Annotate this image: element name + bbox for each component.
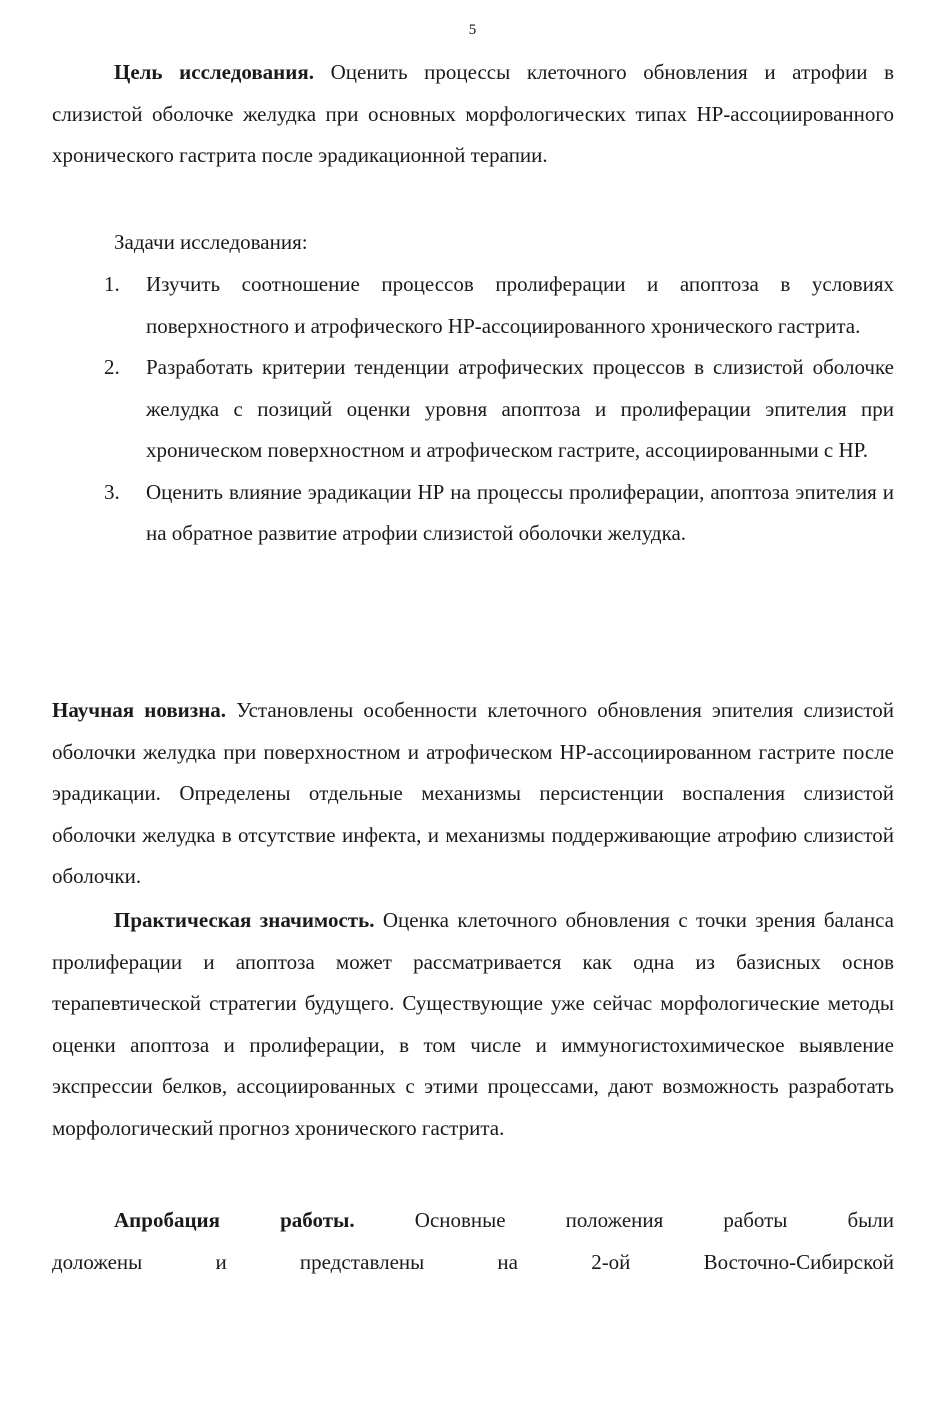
novelty-text: Установлены особенности клеточного обновления эпителия слизистой оболочки желудка при поверхностном и атрофическом НР-ассоциированном гастрите после эрадикации. Определены отдельные механизмы персистенции воспаления слизистой оболочки желудка в отсутствие инфекта, и механизмы поддерживающие атрофию слизистой оболочки.: [52, 698, 894, 888]
task-number: 1.: [104, 272, 120, 296]
practical-text: Оценка клеточного обновления с точки зрения баланса пролиферации и апоптоза может рассматривается как одна из базисных основ терапевтической стратегии будущего. Существующие уже сейчас морфологические методы оценки апоптоза и пролиферации, в том числе и иммуногистохимическое выявление экспрессии белков, ассоциированных с этими процессами, дают возможность разработать морфологический прогноз хронического гастрита.: [52, 908, 894, 1140]
approbation-heading: Апробация работы.: [114, 1208, 355, 1232]
task-number: 2.: [104, 355, 120, 379]
page-number: 5: [468, 22, 477, 38]
practical-paragraph: [52, 900, 894, 1149]
novelty-paragraph: [52, 690, 894, 898]
task-item: [104, 472, 894, 555]
tasks-list: [104, 264, 894, 555]
practical-heading: Практическая значимость.: [114, 908, 375, 932]
novelty-heading: Научная новизна.: [52, 698, 227, 722]
goal-paragraph: [52, 52, 894, 177]
task-text: Оценить влияние эрадикации НР на процессы пролиферации, апоптоза эпителия и на обратное развитие атрофии слизистой оболочки желудка.: [146, 479, 894, 545]
task-text: Разработать критерии тенденции атрофических процессов в слизистой оболочке желудка с позиций оценки уровня апоптоза и пролиферации эпителия при хроническом поверхностном и атрофическом гастрите, ассоциированными с НР.: [146, 355, 894, 462]
task-item: [104, 264, 894, 347]
tasks-heading: Задачи исследования:: [114, 230, 308, 254]
task-number: 3.: [104, 479, 120, 504]
goal-text: Оценить процессы клеточного обновления и атрофии в слизистой оболочке желудка при основных морфологических типах НР-ассоциированного хронического гастрита после эрадикационной терапии.: [52, 60, 894, 167]
task-text: Изучить соотношение процессов пролиферации и апоптоза в условиях поверхностного и атрофического НР-ассоциированного хронического гастрита.: [146, 272, 894, 338]
task-item: [104, 347, 894, 472]
approbation-text: Основные положения работы были: [354, 1208, 894, 1232]
approbation-text-line2: доложены и представлены на 2-ой Восточно-Сибирской: [52, 1249, 894, 1274]
goal-heading: Цель исследования.: [114, 60, 314, 84]
approbation-paragraph: [52, 1200, 894, 1283]
